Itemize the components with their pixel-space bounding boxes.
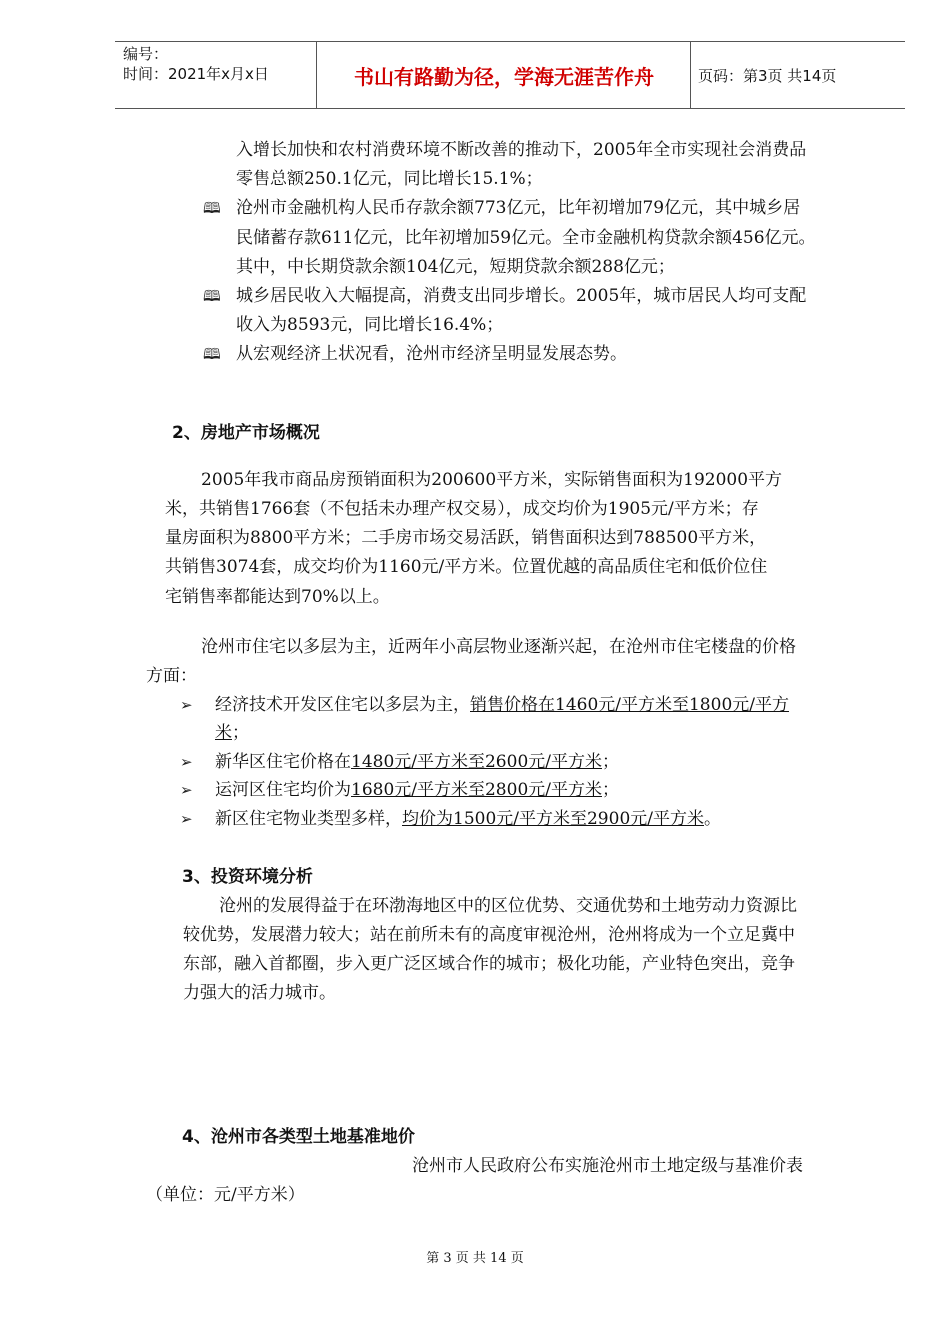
arrow-bullet-icon: ➢ bbox=[180, 781, 193, 799]
list-item-line bbox=[215, 751, 619, 773]
book-bullet-icon: 🕮 bbox=[203, 345, 221, 363]
list-item-line: 其中，中长期贷款余额104亿元，短期贷款余额288亿元； bbox=[236, 257, 675, 277]
book-bullet-icon: 🕮 bbox=[203, 287, 221, 305]
list-item-line bbox=[215, 722, 249, 744]
arrow-bullet-icon: ➢ bbox=[180, 810, 193, 828]
paragraph-line: 量房面积为8800平方米；二手房市场交易活跃，销售面积达到788500平方米， bbox=[165, 528, 767, 548]
header-divider bbox=[316, 42, 317, 108]
section-heading: 4、沧州市各类型土地基准地价 bbox=[182, 1127, 415, 1147]
header-meta bbox=[123, 44, 269, 84]
table-caption: 沧州市人民政府公布实施沧州市土地定级与基准价表 bbox=[412, 1156, 803, 1176]
paragraph-line: 宅销售率都能达到70%以上。 bbox=[165, 587, 390, 607]
header-motto: 书山有路勤为径，学海无涯苦作舟 bbox=[354, 64, 654, 89]
list-item-line: 收入为8593元，同比增长16.4%； bbox=[236, 315, 504, 335]
header-page-label: 页码：第3页 共14页 bbox=[698, 66, 837, 85]
list-item-text: ； bbox=[601, 780, 619, 800]
price-range: 1680元/平方米至2800元/平方米 bbox=[351, 780, 602, 800]
list-item-line bbox=[215, 808, 721, 830]
list-item-line: 城乡居民收入大幅提高，消费支出同步增长。2005年，城市居民人均可支配 bbox=[236, 286, 807, 306]
paragraph-line: 共销售3074套，成交均价为1160元/平方米。位置优越的高品质住宅和低价位住 bbox=[165, 557, 768, 577]
list-item-text: 新区住宅物业类型多样， bbox=[215, 809, 402, 829]
paragraph-line: 2005年我市商品房预销面积为200600平方米，实际销售面积为192000平方 bbox=[201, 470, 783, 490]
list-item-text: 运河区住宅均价为 bbox=[215, 780, 351, 800]
paragraph-line: 方面： bbox=[146, 666, 197, 686]
section-heading: 3、投资环境分析 bbox=[182, 867, 313, 887]
list-item-line bbox=[215, 779, 619, 801]
paragraph-line: 沧州市住宅以多层为主，近两年小高层物业逐渐兴起，在沧州市住宅楼盘的价格 bbox=[201, 637, 796, 657]
arrow-bullet-icon: ➢ bbox=[180, 696, 193, 714]
list-item-line: 从宏观经济上状况看，沧州市经济呈明显发展态势。 bbox=[236, 344, 627, 364]
page-footer: 第 3 页 共 14 页 bbox=[426, 1251, 524, 1266]
list-item-line bbox=[215, 694, 789, 716]
time-label: 时间：2021年x月x日 bbox=[123, 65, 269, 83]
paragraph-line: 沧州的发展得益于在环渤海地区中的区位优势、交通优势和土地劳动力资源比 bbox=[219, 896, 797, 916]
list-item-line: 民储蓄存款611亿元，比年初增加59亿元。全市金融机构贷款余额456亿元。 bbox=[236, 228, 816, 248]
price-range: 均价为1500元/平方米至2900元/平方米 bbox=[402, 809, 704, 829]
list-item-text: 新华区住宅价格在 bbox=[215, 752, 351, 772]
list-item-text: ； bbox=[601, 752, 619, 772]
paragraph-line: 米，共销售1766套（不包括未办理产权交易），成交均价为1905元/平方米；存 bbox=[165, 499, 759, 519]
list-item-line: 沧州市金融机构人民币存款余额773亿元，比年初增加79亿元，其中城乡居 bbox=[236, 198, 801, 218]
paragraph-line: 力强大的活力城市。 bbox=[183, 983, 336, 1003]
paragraph-line: 零售总额250.1亿元，同比增长15.1%； bbox=[236, 169, 543, 189]
code-label: 编号： bbox=[123, 45, 169, 63]
header-divider bbox=[690, 42, 691, 108]
list-item-text: 经济技术开发区住宅以多层为主， bbox=[215, 695, 470, 715]
arrow-bullet-icon: ➢ bbox=[180, 753, 193, 771]
paragraph-line: 东部，融入首都圈，步入更广泛区域合作的城市；极化功能，产业特色突出，竞争 bbox=[183, 954, 795, 974]
price-range: 销售价格在1460元/平方米至1800元/平方 bbox=[470, 695, 789, 715]
table-unit: （单位：元/平方米） bbox=[146, 1185, 305, 1205]
list-item-text: 。 bbox=[703, 809, 721, 829]
price-range: 1480元/平方米至2600元/平方米 bbox=[351, 752, 602, 772]
section-heading: 2、房地产市场概况 bbox=[172, 423, 320, 443]
list-item-text: ； bbox=[232, 723, 249, 743]
paragraph-line: 入增长加快和农村消费环境不断改善的推动下，2005年全市实现社会消费品 bbox=[236, 140, 807, 160]
price-range: 米 bbox=[215, 723, 232, 743]
paragraph-line: 较优势，发展潜力较大；站在前所未有的高度审视沧州，沧州将成为一个立足冀中 bbox=[183, 925, 795, 945]
page-header bbox=[115, 41, 905, 109]
book-bullet-icon: 🕮 bbox=[203, 199, 221, 217]
